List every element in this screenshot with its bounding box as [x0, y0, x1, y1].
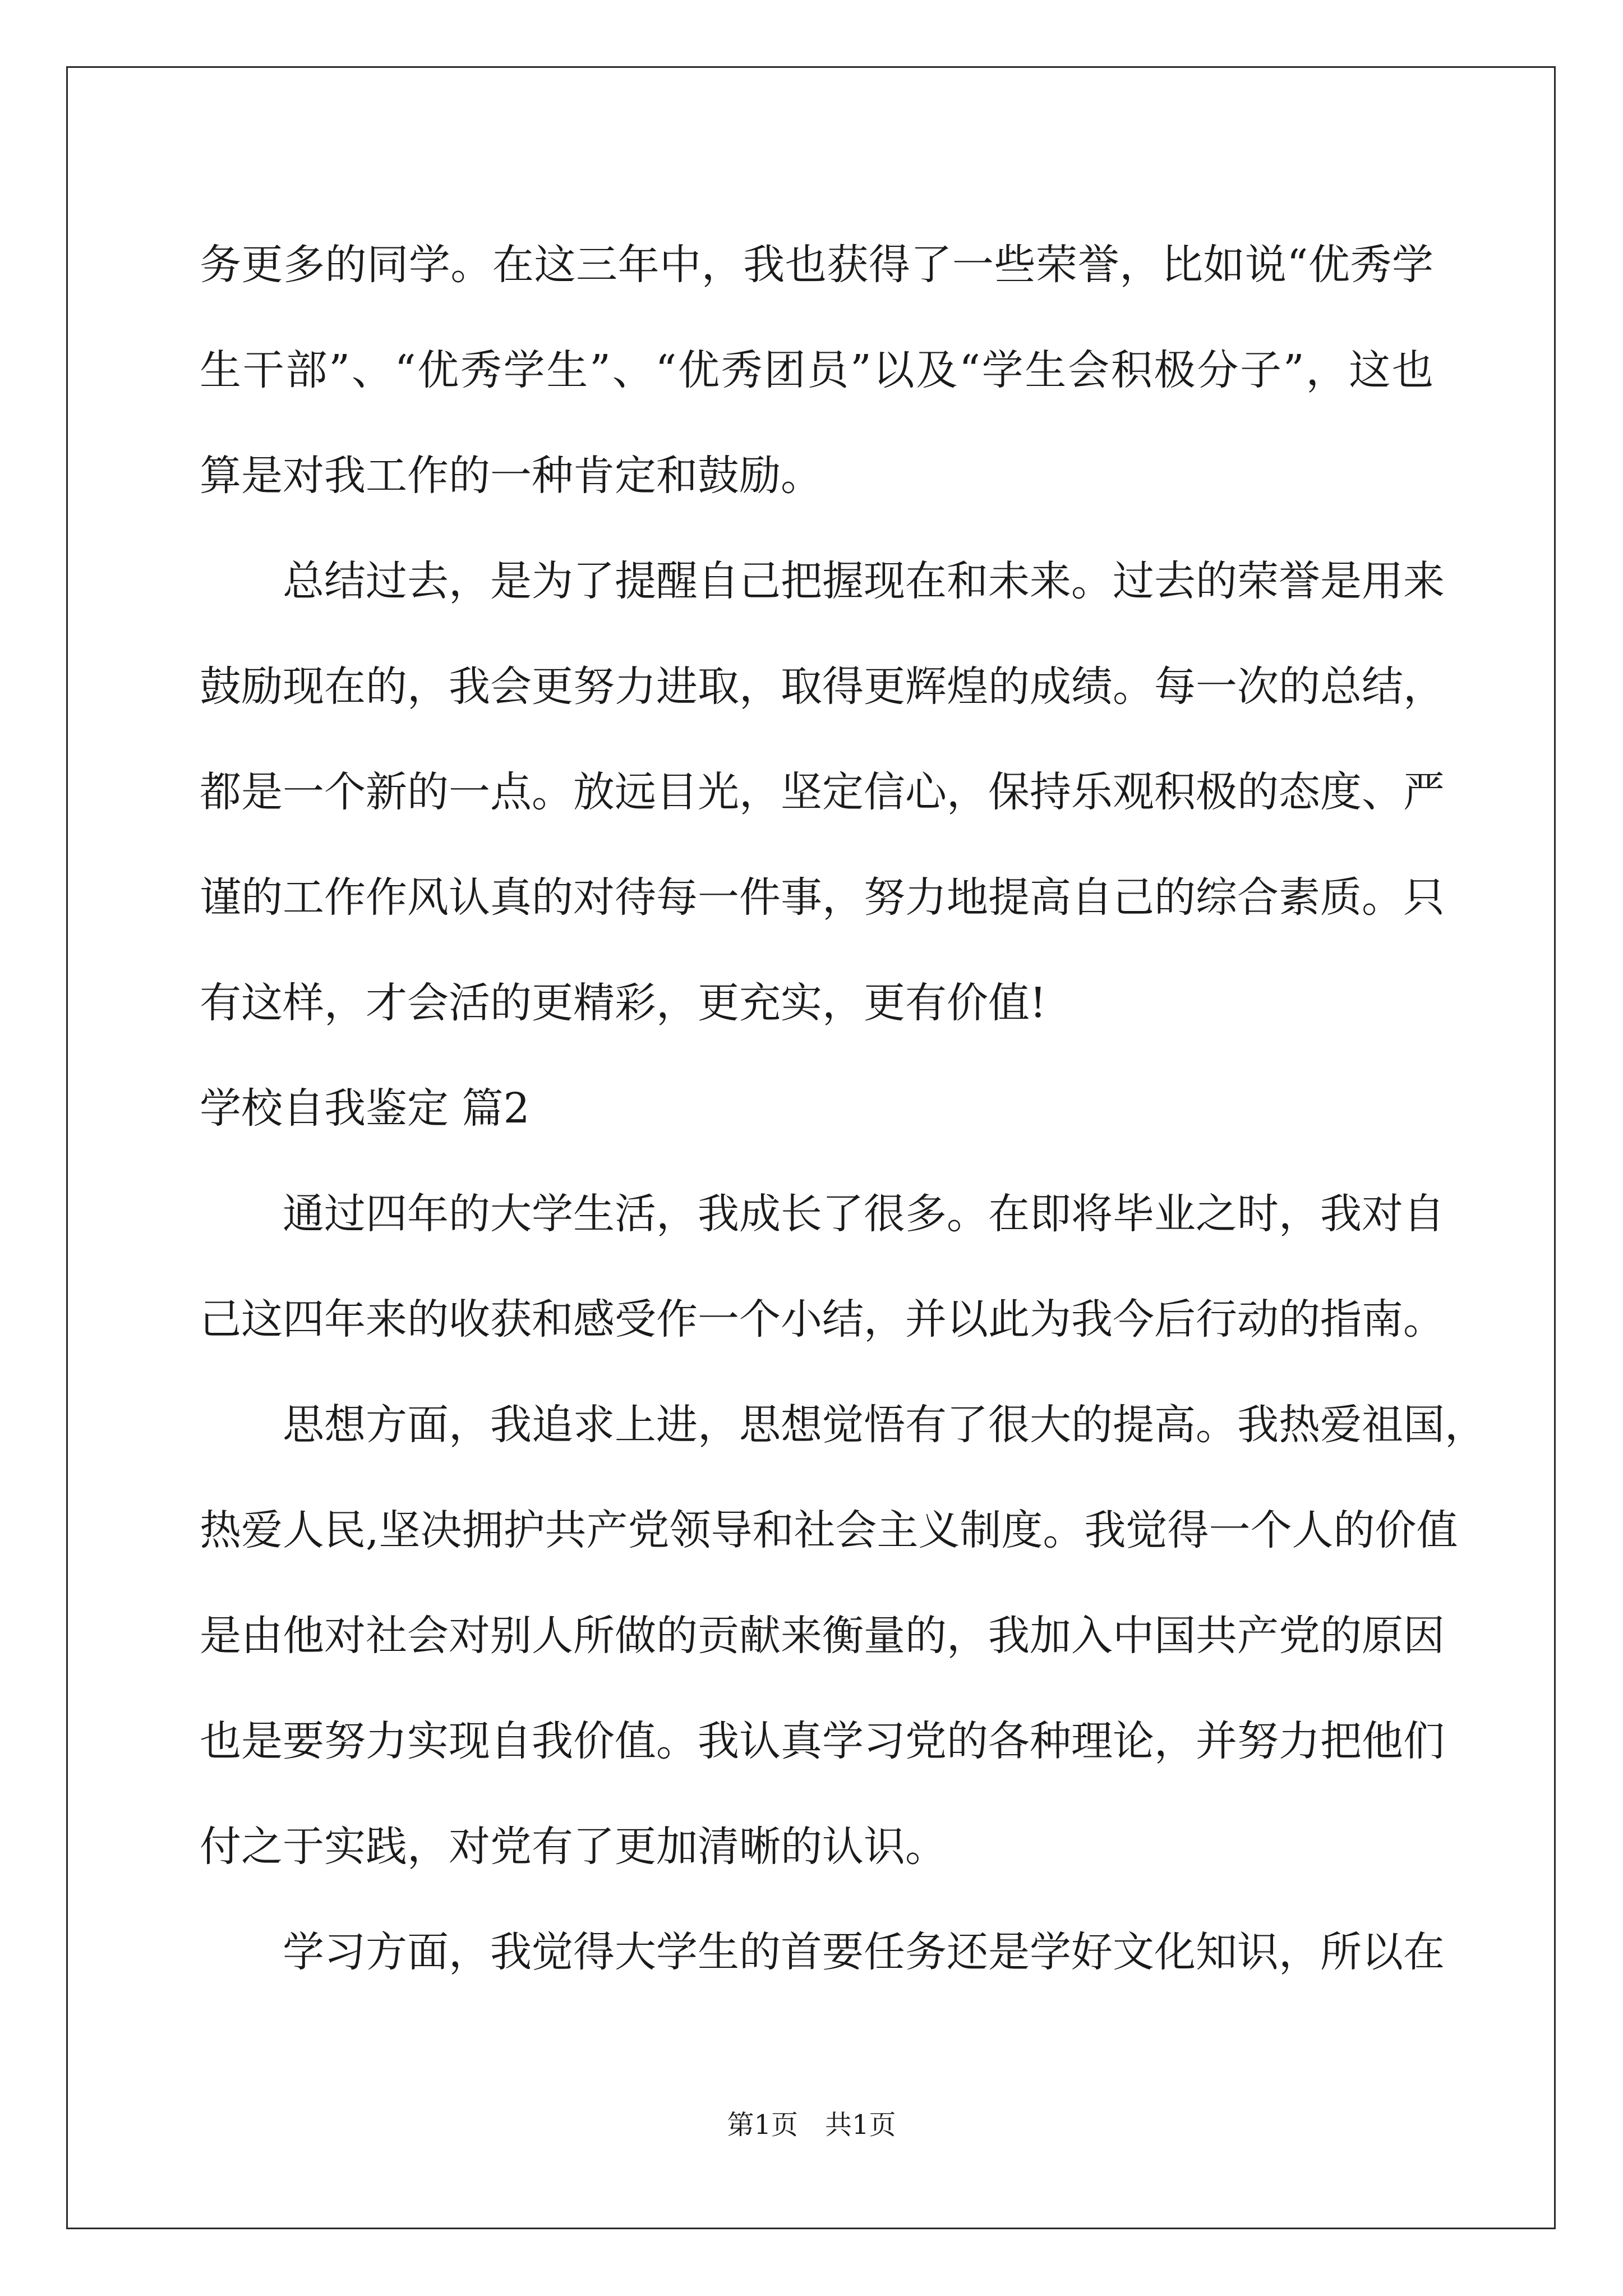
- text-line: 算是对我工作的一种肯定和鼓励。: [200, 452, 822, 500]
- text-line: 热爱人民,坚决拥护共产党领导和社会主义制度。我觉得一个人的价值: [200, 1506, 1458, 1554]
- text-line: 己这四年来的收获和感受作一个小结，并以此为我今后行动的指南。: [200, 1295, 1445, 1343]
- document-body: [200, 212, 1486, 2005]
- text-line: 有这样，才会活的更精彩，更充实，更有价值!: [200, 979, 1046, 1027]
- text-line: 都是一个新的一点。放远目光，坚定信心，保持乐观积极的态度、严: [200, 768, 1445, 816]
- text-line: 生干部”、“优秀学生”、“优秀团员”以及“学生会积极分子”，这也: [200, 346, 1433, 394]
- page-number-footer: 第1页 共1页: [727, 2109, 896, 2141]
- text-line: 学习方面，我觉得大学生的首要任务还是学好文化知识，所以在: [283, 1928, 1445, 1976]
- text-line: 总结过去，是为了提醒自己把握现在和未来。过去的荣誉是用来: [283, 557, 1445, 605]
- text-line: 也是要努力实现自我价值。我认真学习党的各种理论，并努力把他们: [200, 1717, 1445, 1765]
- text-line: 谨的工作作风认真的对待每一件事，努力地提高自己的综合素质。只: [200, 873, 1445, 922]
- text-line: 是由他对社会对别人所做的贡献来衡量的，我加入中国共产党的原因: [200, 1612, 1445, 1660]
- text-line: 思想方面，我追求上进，思想觉悟有了很大的提高。我热爱祖国，: [283, 1401, 1486, 1449]
- section-heading: 学校自我鉴定 篇2: [200, 1084, 530, 1133]
- text-line: 付之于实践，对党有了更加清晰的认识。: [200, 1823, 947, 1871]
- text-line: 务更多的同学。在这三年中，我也获得了一些荣誉，比如说“优秀学: [200, 241, 1433, 289]
- text-line: 通过四年的大学生活，我成长了很多。在即将毕业之时，我对自: [283, 1190, 1445, 1238]
- text-line: 鼓励现在的，我会更努力进取，取得更辉煌的成绩。每一次的总结，: [200, 662, 1445, 711]
